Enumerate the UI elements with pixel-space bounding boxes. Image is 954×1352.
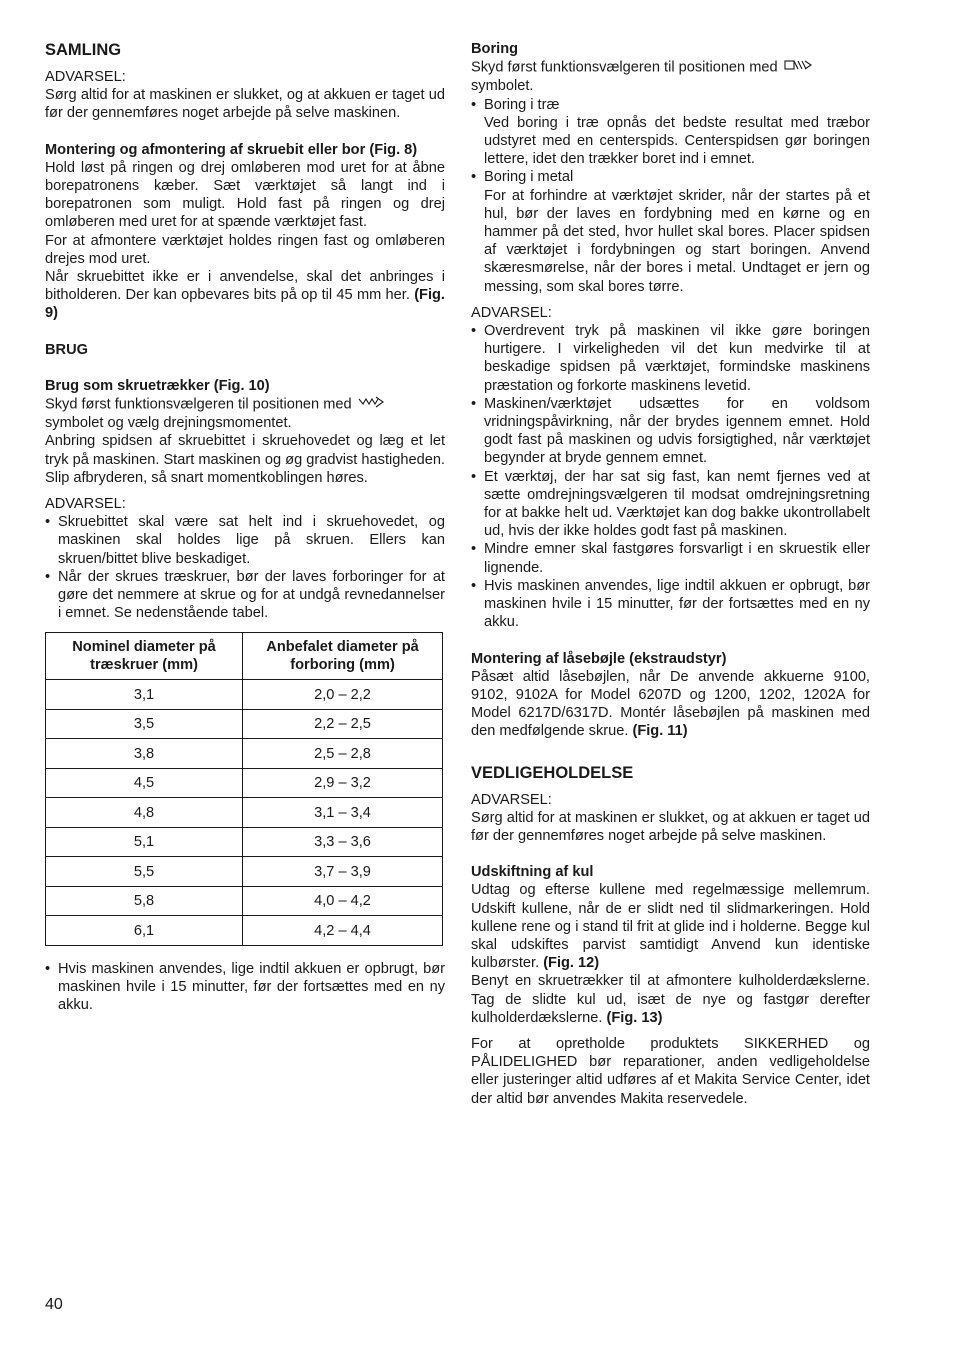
table-cell: 5,1 xyxy=(46,827,243,857)
skruetraekker-paragraph-1: Skyd først funktionsvælgeren til positionen med symbolet og vælg drejningsmomentet. xyxy=(45,395,445,432)
fig-13-reference: (Fig. 13) xyxy=(606,1009,663,1026)
table-cell: 3,7 – 3,9 xyxy=(243,857,443,887)
list-item: • Hvis maskinen anvendes, lige indtil akkuen er opbrugt, bør maskinen hvile i 15 minutter, før der fortsættes med en ny akku. xyxy=(45,960,445,1015)
table-cell: 2,9 – 3,2 xyxy=(243,768,443,798)
table-header-row xyxy=(46,633,443,680)
table-row xyxy=(46,916,443,946)
table-cell: 2,5 – 2,8 xyxy=(243,739,443,769)
vedligeholdelse-warning-text: Sørg altid for at maskinen er slukket, og at akkuen er taget ud før der gennemføres noget arbejde på selve maskinen. xyxy=(471,809,870,844)
table-row xyxy=(46,857,443,887)
laasebojle-heading: Montering af låsebøjle (ekstraudstyr) xyxy=(471,650,727,667)
montering-paragraph-1: Hold løst på ringen og drej omløberen mod uret for at åbne borepatronens kæber. Sæt værktøjet så langt ind i borepatronen som muligt. Hold fast på ringen og drej omløberen med uret for at spænde værktøjet fast. xyxy=(45,159,445,231)
samling-warning-label: ADVARSEL: xyxy=(45,69,126,85)
montering-paragraph-3: Når skruebittet ikke er i anvendelse, skal det anbringes i bitholderen. Der kan opbevares bits på op til 45 mm her. (Fig. 9) xyxy=(45,269,445,322)
table-cell: 5,5 xyxy=(46,857,243,887)
boring-warning-label: ADVARSEL: xyxy=(471,304,552,321)
page-number: 40 xyxy=(45,1296,63,1313)
screwdriver-symbol-icon xyxy=(358,395,384,414)
boring-paragraph-1: Skyd først funktionsvælgeren til positionen med symbolet. xyxy=(471,58,870,95)
brug-heading: BRUG xyxy=(45,341,88,358)
table-cell: 4,2 – 4,4 xyxy=(243,916,443,946)
table-cell: 3,1 xyxy=(46,680,243,710)
montering-heading: Montering og afmontering af skruebit eller bor (Fig. 8) xyxy=(45,141,418,158)
montering-paragraph-2: For at afmontere værktøjet holdes ringen fast og omløberen drejes mod uret. xyxy=(45,232,445,267)
table-cell: 3,5 xyxy=(46,709,243,739)
list-item: • Maskinen/værktøjet udsættes for en voldsom vridningspåvirkning, når der brydes igennem emnet. Hold godt fast på maskinen og udvis forsigtighed, når værktøjet begynder at bryde gennem emnet. xyxy=(471,395,870,468)
boring-i-metal-text: For at forhindre at værktøjet skrider, når der startes på et hul, bør der laves en fordybning med en kørne og en hammer på det sted, hvor hullet skal bores. Placer spidsen af værktøjet i fordybningen og start boringen. Anvend skæresmørelse, når der bores i metal. Undtaget er jern og messing, som skal bores tørre. xyxy=(484,187,870,295)
left-column xyxy=(45,36,445,1015)
table-header-recommended: Anbefalet diameter på forboring (mm) xyxy=(243,633,443,680)
table-cell: 2,0 – 2,2 xyxy=(243,680,443,710)
table-row xyxy=(46,680,443,710)
table-row xyxy=(46,798,443,828)
table-cell: 5,8 xyxy=(46,886,243,916)
table-cell: 3,1 – 3,4 xyxy=(243,798,443,828)
table-row xyxy=(46,709,443,739)
list-item: • Hvis maskinen anvendes, lige indtil akkuen er opbrugt, bør maskinen hvile i 15 minutter, før der fortsættes med en ny akku. xyxy=(471,577,870,632)
boring-heading: Boring xyxy=(471,41,519,57)
kul-paragraph-1: Udtag og efterse kullene med regelmæssige mellemrum. Udskift kullene, når de er slidt ned til slidmarkeringen. Hold kullene rene og i stand til frit at glide ind i holderne. Begge kul skal udskiftes parvist samtidigt Anvend kun identiske kulbørster. (Fig. 12) xyxy=(471,882,870,972)
list-item: • Overdrevent tryk på maskinen vil ikke gøre boringen hurtigere. I virkeligheden vil det kun medvirke til at beskadige spidsen på værktøjet, formindske maskinens præstation og forkorte maskinens levetid. xyxy=(471,322,870,395)
list-item-boring-i-metal: • Boring i metal For at forhindre at værktøjet skrider, når der startes på et hul, bør der laves en fordybning med en kørne og en hammer på det sted, hvor hullet skal bores. Placer spidsen af værktøjet i fordybningen og start boringen. Anvend skæresmørelse, når der bores i metal. Undtaget er jern og messing, som skal bores tørre. xyxy=(471,168,870,295)
table-cell: 4,5 xyxy=(46,768,243,798)
after-table-list xyxy=(45,960,445,1015)
forboring-table xyxy=(45,632,443,946)
kul-heading: Udskiftning af kul xyxy=(471,864,594,881)
samling-heading: SAMLING xyxy=(45,41,122,59)
service-paragraph: For at opretholde produktets SIKKERHED og PÅLIDELIGHED bør reparationer, anden vedligeholdelse eller justeringer altid udføres af et Makita Service Center, idet der altid bør anvendes Makita reservedele. xyxy=(471,1035,870,1107)
table-cell: 4,8 xyxy=(46,798,243,828)
list-item: • Et værktøj, der har sat sig fast, kan nemt fjernes ved at sætte omdrejningsvælgeren til modsat omdrejningsretning for at bakke helt ud. Værktøjet kan dog bakke ukontrollabelt ud, hvis der ikke holdes godt fast på maskinen. xyxy=(471,468,870,541)
list-item-boring-i-trae: • Boring i træ Ved boring i træ opnås det bedste resultat med træbor udstyret med en centerspids. Centerspidsen gør boringen lettere, idet den trækker boret ind i emnet. xyxy=(471,96,870,169)
drill-symbol-icon xyxy=(784,58,812,77)
table-row xyxy=(46,768,443,798)
vedligeholdelse-heading: VEDLIGEHOLDELSE xyxy=(471,763,634,782)
fig-12-reference: (Fig. 12) xyxy=(543,955,600,972)
boring-warning-list xyxy=(471,322,870,631)
table-cell: 4,0 – 4,2 xyxy=(243,886,443,916)
list-item: • Skruebittet skal være sat helt ind i skruehovedet, og maskinen skal holdes lige på skruen. Ellers kan skruen/bittet blive beskadiget. xyxy=(45,513,445,568)
samling-warning-text: Sørg altid for at maskinen er slukket, og at akkuen er taget ud før der gennemføres noget arbejde på selve maskinen. xyxy=(45,87,445,122)
table-cell: 3,3 – 3,6 xyxy=(243,827,443,857)
skruetraekker-warning-label: ADVARSEL: xyxy=(45,496,126,513)
fig-9-reference: (Fig. 9) xyxy=(45,287,445,322)
table-row xyxy=(46,886,443,916)
table-cell: 2,2 – 2,5 xyxy=(243,709,443,739)
skruetraekker-heading: Brug som skruetrækker (Fig. 10) xyxy=(45,377,270,394)
skruetraekker-warning-list xyxy=(45,513,445,622)
table-header-nominal: Nominel diameter på træskruer (mm) xyxy=(46,633,243,680)
list-item: • Mindre emner skal fastgøres forsvarligt i en skruestik eller lignende. xyxy=(471,540,870,576)
table-row xyxy=(46,827,443,857)
vedligeholdelse-warning-label: ADVARSEL: xyxy=(471,791,552,808)
table-row xyxy=(46,739,443,769)
boring-type-list xyxy=(471,96,870,296)
skruetraekker-paragraph-2: Anbring spidsen af skruebittet i skruehovedet og læg et let tryk på maskinen. Start maskinen og øg gradvist hastigheden. Slip afbryderen, så snart momentkoblingen høres. xyxy=(45,433,445,486)
right-column xyxy=(471,36,870,1108)
laasebojle-text: Påsæt altid låsebøjlen, når De anvende akkuerne 9100, 9102, 9102A for Model 6207D og 1200, 1202, 1202A for Model 6217D/6317D. Montér låsebøjlen på maskinen med den medfølgende skrue. (Fig. 11) xyxy=(471,668,870,740)
list-item: • Når der skrues træskruer, bør der laves forboringer for at gøre det nemmere at skrue og for at undgå revnedannelser i emnet. Se nedenstående tabel. xyxy=(45,568,445,623)
fig-11-reference: (Fig. 11) xyxy=(632,723,688,740)
table-cell: 6,1 xyxy=(46,916,243,946)
table-cell: 3,8 xyxy=(46,739,243,769)
boring-i-trae-text: Ved boring i træ opnås det bedste resultat med træbor udstyret med en centerspids. Centerspidsen gør boringen lettere, idet den trækker boret ind i emnet. xyxy=(484,114,870,168)
kul-paragraph-2: Benyt en skruetrækker til at afmontere kulholderdækslerne. Tag de slidte kul ud, isæt de nye og fastgør derefter kulholderdækslerne. (Fig. 13) xyxy=(471,973,870,1026)
